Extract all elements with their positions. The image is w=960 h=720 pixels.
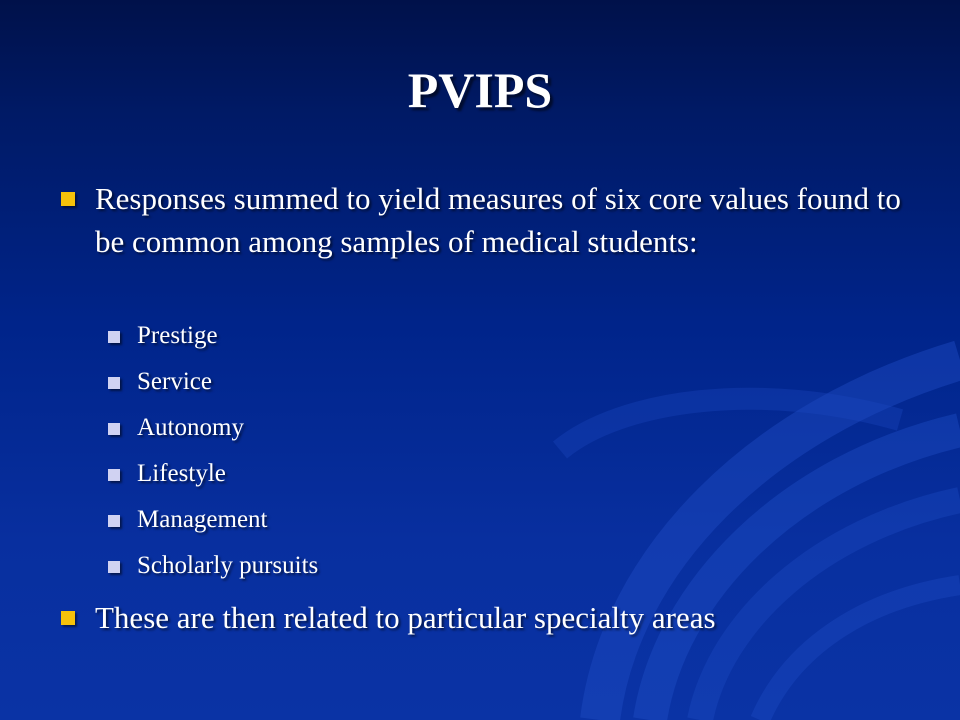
small-square-bullet-icon [108, 469, 120, 481]
value-service: Service [137, 368, 212, 395]
small-square-bullet-icon [108, 561, 120, 573]
small-square-bullet-icon [108, 331, 120, 343]
small-square-bullet-icon [108, 377, 120, 389]
slide-title: PVIPS [407, 62, 553, 118]
bullet-specialty-areas: These are then related to particular specialty areas [95, 600, 716, 635]
small-square-bullet-icon [108, 423, 120, 435]
value-lifestyle: Lifestyle [137, 460, 226, 487]
bullet-core-values: Responses summed to yield measures of six core values found to be common among samples of medical students: [95, 181, 901, 259]
value-autonomy: Autonomy [137, 414, 244, 441]
value-scholarly-pursuits: Scholarly pursuits [137, 552, 319, 579]
value-prestige: Prestige [137, 322, 218, 349]
square-bullet-icon [61, 611, 75, 625]
value-management: Management [137, 506, 268, 533]
small-square-bullet-icon [108, 515, 120, 527]
